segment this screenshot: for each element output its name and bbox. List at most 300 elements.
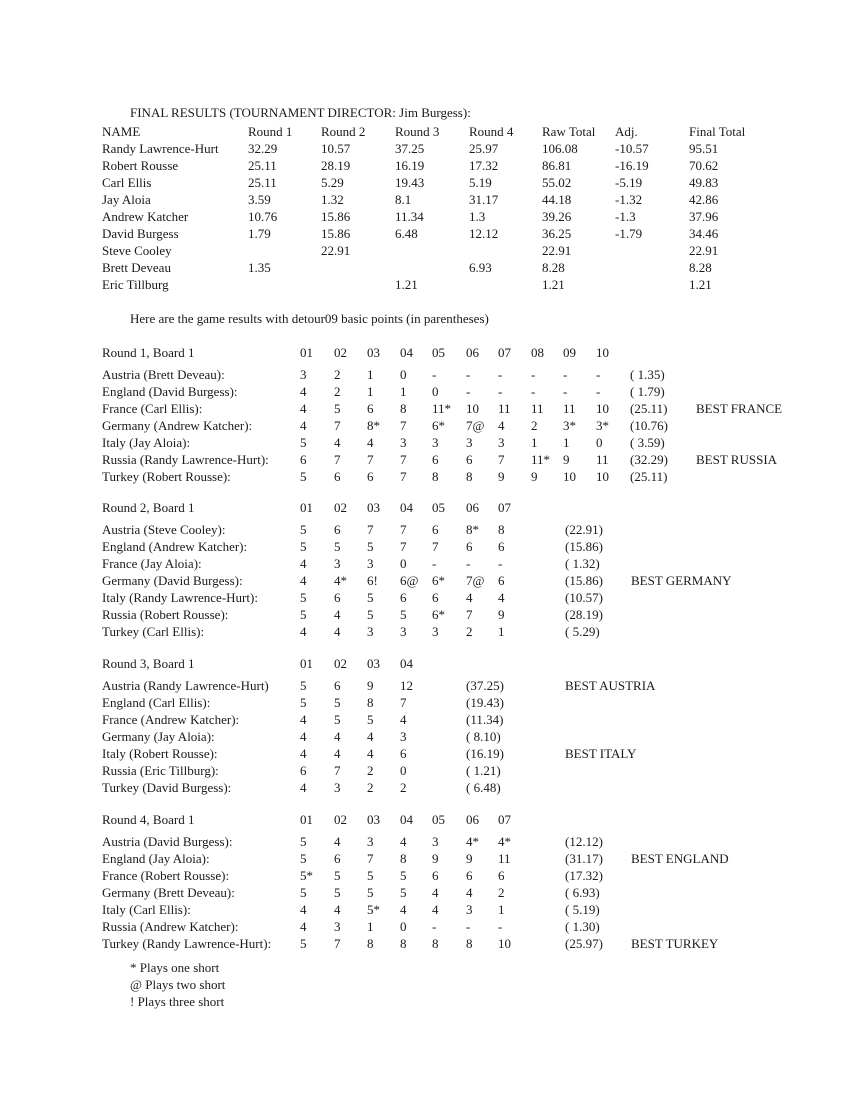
center-count: 7@	[466, 573, 485, 588]
center-count: 6	[432, 868, 439, 883]
legend-item: ! Plays three short	[130, 994, 225, 1009]
center-count: 2	[367, 763, 374, 778]
center-count: 4	[466, 590, 473, 605]
score-cell: 39.26	[542, 209, 572, 224]
player-name: Brett Deveau	[102, 260, 171, 275]
center-count: 6	[334, 522, 341, 537]
power-player-label: Austria (Randy Lawrence-Hurt)	[102, 678, 269, 693]
center-count: 5	[367, 590, 374, 605]
center-count: 8	[498, 522, 505, 537]
center-count: 7	[367, 522, 374, 537]
center-count: 8	[400, 936, 407, 951]
score-cell: -5.19	[615, 175, 643, 190]
center-count: 6	[334, 678, 341, 693]
center-count: 1	[563, 435, 570, 450]
score-cell: 8.28	[542, 260, 565, 275]
column-header: Round 1	[248, 124, 293, 139]
score-cell: 5.19	[469, 175, 492, 190]
player-name: Carl Ellis	[102, 175, 152, 190]
center-count: 4	[400, 902, 407, 917]
center-count: 4*	[334, 573, 347, 588]
center-count: 4	[334, 746, 341, 761]
center-count: 6	[400, 590, 407, 605]
power-player-label: Russia (Andrew Katcher):	[102, 919, 239, 934]
year-header: 08	[531, 345, 544, 360]
center-count: -	[432, 367, 437, 382]
center-count: 8	[367, 936, 374, 951]
basic-points: (25.11)	[630, 401, 668, 416]
center-count: 6	[432, 522, 439, 537]
center-count: 6	[466, 868, 473, 883]
power-player-label: Germany (Jay Aloia):	[102, 729, 215, 744]
score-cell: 36.25	[542, 226, 572, 241]
center-count: 5	[400, 885, 407, 900]
center-count: 7	[367, 452, 374, 467]
center-count: 3	[432, 834, 439, 849]
center-count: 2	[334, 367, 341, 382]
year-header: 03	[367, 345, 380, 360]
year-header: 01	[300, 345, 313, 360]
score-cell: 5.29	[321, 175, 344, 190]
best-power-note: BEST RUSSIA	[696, 452, 778, 467]
player-name: Jay Aloia	[102, 192, 151, 207]
center-count: 6	[498, 539, 505, 554]
basic-points: (28.19)	[565, 607, 603, 622]
center-count: 5*	[300, 868, 313, 883]
center-count: 8*	[367, 418, 380, 433]
center-count: 9	[466, 851, 473, 866]
center-count: -	[531, 384, 536, 399]
score-cell: 25.11	[248, 158, 277, 173]
center-count: 0	[432, 384, 439, 399]
center-count: 12	[400, 678, 413, 693]
power-player-label: Germany (David Burgess):	[102, 573, 243, 588]
center-count: 7	[400, 695, 407, 710]
year-header: 03	[367, 500, 380, 515]
center-count: 11	[498, 851, 511, 866]
center-count: 6!	[367, 573, 378, 588]
center-count: 4	[300, 418, 307, 433]
year-header: 06	[466, 500, 479, 515]
center-count: 8	[400, 851, 407, 866]
center-count: 4	[498, 590, 505, 605]
center-count: 4	[334, 902, 341, 917]
center-count: 9	[531, 469, 538, 484]
power-player-label: Italy (Robert Rousse):	[102, 746, 218, 761]
basic-points: ( 1.21)	[466, 763, 501, 778]
center-count: -	[498, 556, 503, 571]
intro-text: Here are the game results with detour09 basic points (in parentheses)	[130, 311, 489, 326]
power-player-label: Germany (Brett Deveau):	[102, 885, 235, 900]
center-count: 4	[300, 729, 307, 744]
score-cell: 44.18	[542, 192, 572, 207]
power-player-label: France (Andrew Katcher):	[102, 712, 240, 727]
score-cell: 25.11	[248, 175, 277, 190]
basic-points: (37.25)	[466, 678, 504, 693]
center-count: 5	[300, 469, 307, 484]
score-cell: 70.62	[689, 158, 719, 173]
center-count: 4*	[466, 834, 479, 849]
center-count: 8	[367, 695, 374, 710]
score-cell: 1.21	[542, 277, 565, 292]
year-header: 06	[466, 345, 479, 360]
power-player-label: England (Carl Ellis):	[102, 695, 211, 710]
center-count: 4	[334, 435, 341, 450]
year-header: 02	[334, 500, 347, 515]
center-count: 4	[334, 607, 341, 622]
power-player-label: Russia (Robert Rousse):	[102, 607, 229, 622]
score-cell: 31.17	[469, 192, 499, 207]
center-count: 3*	[563, 418, 576, 433]
center-count: 2	[498, 885, 505, 900]
center-count: 1	[367, 367, 374, 382]
best-power-note: BEST FRANCE	[696, 401, 783, 416]
score-cell: 1.35	[248, 260, 271, 275]
center-count: 11	[563, 401, 576, 416]
player-name: Steve Cooley	[102, 243, 172, 258]
center-count: 0	[400, 763, 407, 778]
basic-points: (17.32)	[565, 868, 603, 883]
center-count: 5	[334, 401, 341, 416]
center-count: 7	[400, 452, 407, 467]
player-name: Eric Tillburg	[102, 277, 169, 292]
center-count: 5	[367, 607, 374, 622]
center-count: 11	[531, 401, 544, 416]
year-header: 03	[367, 656, 380, 671]
center-count: 4	[432, 885, 439, 900]
column-header: Raw Total	[542, 124, 596, 139]
center-count: 6	[498, 573, 505, 588]
center-count: 7	[334, 418, 341, 433]
year-header: 02	[334, 656, 347, 671]
center-count: 5	[334, 712, 341, 727]
center-count: 4	[300, 384, 307, 399]
power-player-label: Turkey (Carl Ellis):	[102, 624, 205, 639]
center-count: -	[563, 384, 568, 399]
center-count: 6	[367, 469, 374, 484]
center-count: 6	[367, 401, 374, 416]
legend-item: * Plays one short	[130, 960, 220, 975]
center-count: 4	[300, 746, 307, 761]
column-header: Round 3	[395, 124, 440, 139]
power-player-label: Italy (Randy Lawrence-Hurt):	[102, 590, 258, 605]
score-cell: 34.46	[689, 226, 719, 241]
column-header: Round 4	[469, 124, 514, 139]
score-cell: 6.48	[395, 226, 418, 241]
power-player-label: Italy (Jay Aloia):	[102, 435, 191, 450]
score-cell: 106.08	[542, 141, 578, 156]
power-player-label: England (Andrew Katcher):	[102, 539, 248, 554]
round-title: Round 2, Board 1	[102, 500, 195, 515]
score-cell: 55.02	[542, 175, 572, 190]
best-power-note: BEST TURKEY	[631, 936, 719, 951]
center-count: 7	[367, 851, 374, 866]
center-count: 6	[300, 452, 307, 467]
score-cell: 10.76	[248, 209, 278, 224]
center-count: -	[432, 919, 437, 934]
center-count: 6	[498, 868, 505, 883]
center-count: 7@	[466, 418, 485, 433]
score-cell: -1.32	[615, 192, 643, 207]
player-name: Andrew Katcher	[102, 209, 189, 224]
score-cell: 8.1	[395, 192, 412, 207]
center-count: -	[466, 384, 471, 399]
center-count: 5*	[367, 902, 380, 917]
power-player-label: England (Jay Aloia):	[102, 851, 210, 866]
center-count: 5	[400, 868, 407, 883]
player-name: Robert Rousse	[102, 158, 179, 173]
best-power-note: BEST ITALY	[565, 746, 637, 761]
basic-points: (32.29)	[630, 452, 668, 467]
center-count: 0	[400, 367, 407, 382]
score-cell: -16.19	[615, 158, 649, 173]
center-count: 10	[466, 401, 479, 416]
center-count: 7	[498, 452, 505, 467]
center-count: -	[498, 384, 503, 399]
center-count: 3	[300, 367, 307, 382]
center-count: 7	[400, 418, 407, 433]
center-count: 4	[334, 834, 341, 849]
center-count: 9	[563, 452, 570, 467]
center-count: 1	[367, 384, 374, 399]
power-player-label: Italy (Carl Ellis):	[102, 902, 191, 917]
basic-points: (15.86)	[565, 573, 603, 588]
year-header: 02	[334, 812, 347, 827]
center-count: 4	[300, 780, 307, 795]
center-count: 9	[498, 469, 505, 484]
best-power-note: BEST ENGLAND	[631, 851, 729, 866]
center-count: -	[432, 556, 437, 571]
center-count: 7	[466, 607, 473, 622]
year-header: 07	[498, 500, 511, 515]
center-count: 10	[596, 401, 609, 416]
power-player-label: France (Robert Rousse):	[102, 868, 230, 883]
basic-points: ( 1.79)	[630, 384, 665, 399]
center-count: 1	[498, 902, 505, 917]
center-count: -	[498, 919, 503, 934]
center-count: 5	[334, 868, 341, 883]
center-count: 11	[498, 401, 511, 416]
center-count: 1	[367, 919, 374, 934]
center-count: 4	[300, 624, 307, 639]
center-count: 3	[367, 834, 374, 849]
center-count: 1	[498, 624, 505, 639]
score-cell: 19.43	[395, 175, 425, 190]
round-title: Round 3, Board 1	[102, 656, 195, 671]
player-name: Randy Lawrence-Hurt	[102, 141, 219, 156]
center-count: 7	[432, 539, 439, 554]
score-cell: 28.19	[321, 158, 351, 173]
center-count: 5	[300, 590, 307, 605]
score-cell: 17.32	[469, 158, 499, 173]
legend-item: @ Plays two short	[130, 977, 226, 992]
center-count: 3*	[596, 418, 609, 433]
year-header: 06	[466, 812, 479, 827]
basic-points: (22.91)	[565, 522, 603, 537]
center-count: 3	[498, 435, 505, 450]
center-count: 8	[432, 469, 439, 484]
center-count: 6	[400, 746, 407, 761]
year-header: 01	[300, 812, 313, 827]
score-cell: 16.19	[395, 158, 425, 173]
center-count: 4	[367, 729, 374, 744]
score-cell: 1.32	[321, 192, 344, 207]
score-cell: 95.51	[689, 141, 719, 156]
center-count: 4	[367, 435, 374, 450]
column-header: NAME	[102, 124, 141, 139]
center-count: -	[466, 556, 471, 571]
score-cell: 1.79	[248, 226, 271, 241]
center-count: 5	[367, 885, 374, 900]
score-cell: 3.59	[248, 192, 271, 207]
center-count: 5	[367, 868, 374, 883]
center-count: 4	[300, 401, 307, 416]
power-player-label: Turkey (Robert Rousse):	[102, 469, 231, 484]
column-header: Adj.	[615, 124, 638, 139]
center-count: 5	[334, 695, 341, 710]
year-header: 07	[498, 812, 511, 827]
power-player-label: England (David Burgess):	[102, 384, 238, 399]
center-count: 7	[400, 522, 407, 537]
power-player-label: Turkey (David Burgess):	[102, 780, 232, 795]
center-count: 5	[300, 435, 307, 450]
center-count: 8	[466, 469, 473, 484]
basic-points: ( 8.10)	[466, 729, 501, 744]
center-count: 4	[400, 712, 407, 727]
score-cell: 15.86	[321, 209, 351, 224]
score-cell: 32.29	[248, 141, 278, 156]
year-header: 04	[400, 345, 413, 360]
center-count: 6	[334, 590, 341, 605]
center-count: 11*	[531, 452, 551, 467]
center-count: -	[498, 367, 503, 382]
center-count: -	[466, 367, 471, 382]
center-count: 3	[367, 556, 374, 571]
year-header: 04	[400, 812, 413, 827]
basic-points: (25.97)	[565, 936, 603, 951]
power-player-label: Austria (Steve Cooley):	[102, 522, 226, 537]
basic-points: (31.17)	[565, 851, 603, 866]
center-count: 5	[300, 607, 307, 622]
center-count: 6	[334, 469, 341, 484]
power-player-label: France (Carl Ellis):	[102, 401, 203, 416]
year-header: 05	[432, 812, 445, 827]
center-count: 4	[300, 712, 307, 727]
center-count: 2	[367, 780, 374, 795]
score-cell: 42.86	[689, 192, 719, 207]
center-count: 9	[367, 678, 374, 693]
basic-points: (25.11)	[630, 469, 668, 484]
center-count: 8	[466, 936, 473, 951]
center-count: 4	[300, 902, 307, 917]
center-count: 5	[300, 678, 307, 693]
center-count: 4	[367, 746, 374, 761]
center-count: 2	[400, 780, 407, 795]
basic-points: (11.34)	[466, 712, 504, 727]
center-count: 0	[400, 556, 407, 571]
center-count: 8	[432, 936, 439, 951]
column-header: Round 2	[321, 124, 366, 139]
best-power-note: BEST AUSTRIA	[565, 678, 656, 693]
score-cell: 11.34	[395, 209, 424, 224]
score-cell: 37.96	[689, 209, 719, 224]
score-cell: 1.21	[689, 277, 712, 292]
center-count: 4	[466, 885, 473, 900]
center-count: 3	[432, 435, 439, 450]
center-count: 3	[334, 556, 341, 571]
score-cell: 1.3	[469, 209, 486, 224]
year-header: 01	[300, 656, 313, 671]
score-cell: -1.79	[615, 226, 643, 241]
center-count: 4	[300, 573, 307, 588]
center-count: 6	[300, 763, 307, 778]
center-count: 0	[596, 435, 603, 450]
center-count: 8	[400, 401, 407, 416]
center-count: 3	[334, 780, 341, 795]
score-cell: -1.3	[615, 209, 636, 224]
center-count: 6	[334, 851, 341, 866]
year-header: 03	[367, 812, 380, 827]
center-count: 7	[334, 452, 341, 467]
center-count: 9	[498, 607, 505, 622]
score-cell: 37.25	[395, 141, 425, 156]
center-count: 10	[563, 469, 576, 484]
score-cell: 22.91	[321, 243, 351, 258]
year-header: 09	[563, 345, 576, 360]
year-header: 07	[498, 345, 511, 360]
center-count: 6*	[432, 573, 445, 588]
center-count: 4	[334, 624, 341, 639]
center-count: 10	[596, 469, 609, 484]
basic-points: (10.76)	[630, 418, 668, 433]
basic-points: (19.43)	[466, 695, 504, 710]
basic-points: (10.57)	[565, 590, 603, 605]
center-count: 5	[300, 834, 307, 849]
center-count: 3	[334, 919, 341, 934]
center-count: 4	[300, 919, 307, 934]
center-count: 5	[300, 522, 307, 537]
center-count: 4	[300, 556, 307, 571]
center-count: 5	[367, 712, 374, 727]
center-count: 3	[400, 435, 407, 450]
center-count: 7	[334, 763, 341, 778]
score-cell: -10.57	[615, 141, 649, 156]
power-player-label: Russia (Randy Lawrence-Hurt):	[102, 452, 269, 467]
score-cell: 86.81	[542, 158, 572, 173]
center-count: 1	[400, 384, 407, 399]
power-player-label: Russia (Eric Tillburg):	[102, 763, 219, 778]
center-count: 3	[466, 435, 473, 450]
year-header: 02	[334, 345, 347, 360]
basic-points: (15.86)	[565, 539, 603, 554]
center-count: 5	[334, 539, 341, 554]
basic-points: ( 6.48)	[466, 780, 501, 795]
center-count: 4*	[498, 834, 511, 849]
center-count: -	[531, 367, 536, 382]
center-count: 3	[367, 624, 374, 639]
center-count: 7	[334, 936, 341, 951]
center-count: 5	[300, 851, 307, 866]
player-name: David Burgess	[102, 226, 179, 241]
center-count: 8*	[466, 522, 479, 537]
center-count: 11*	[432, 401, 452, 416]
center-count: 3	[400, 624, 407, 639]
score-cell: 1.21	[395, 277, 418, 292]
year-header: 04	[400, 500, 413, 515]
center-count: 9	[432, 851, 439, 866]
center-count: 10	[498, 936, 511, 951]
score-cell: 15.86	[321, 226, 351, 241]
